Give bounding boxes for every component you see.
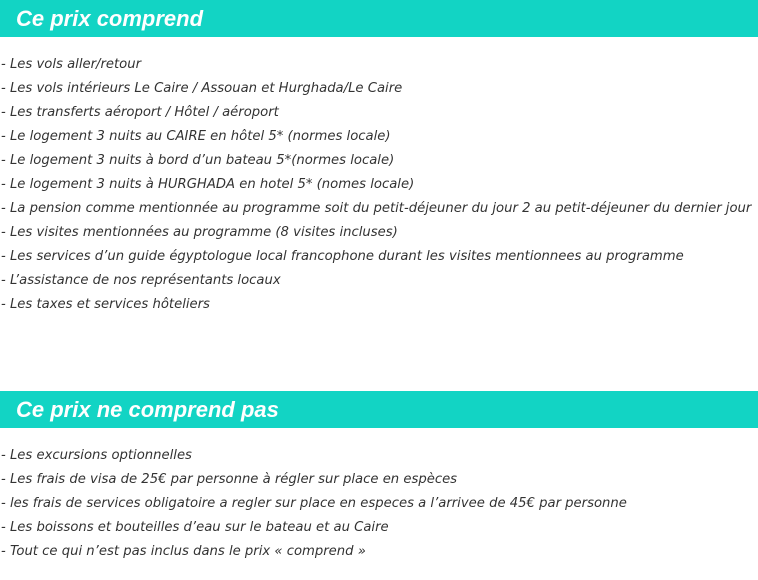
included-items-list [0, 53, 758, 317]
list-item: - Tout ce qui n’est pas inclus dans le prix « comprend » [1, 544, 366, 559]
list-item: - La pension comme mentionnée au programme soit du petit-déjeuner du jour 2 au petit-déjeuner du dernier jour [1, 201, 752, 216]
list-item: - Les excursions optionnelles [1, 448, 192, 463]
list-item: - Les frais de visa de 25€ par personne à régler sur place en espèces [1, 472, 458, 487]
excluded-section-title: Ce prix ne comprend pas [0, 391, 758, 428]
list-item: - L’assistance de nos représentants locaux [1, 273, 281, 288]
list-item: - Le logement 3 nuits à HURGHADA en hotel 5* (nomes locale) [1, 177, 415, 192]
list-item: - Les boissons et bouteilles d’eau sur le bateau et au Caire [1, 520, 389, 535]
list-item: - Les transferts aéroport / Hôtel / aéroport [1, 105, 279, 120]
list-item: - Le logement 3 nuits à bord d’un bateau 5*(normes locale) [1, 153, 395, 168]
list-item: - Les visites mentionnées au programme (8 visites incluses) [1, 225, 398, 240]
list-item: - Les vols aller/retour [1, 57, 142, 72]
list-item: - Les vols intérieurs Le Caire / Assouan et Hurghada/Le Caire [1, 81, 403, 96]
included-section-title: Ce prix comprend [0, 0, 758, 37]
list-item: - les frais de services obligatoire a regler sur place en especes a l’arrivee de 45€ par personne [1, 496, 627, 511]
excluded-items-list [0, 444, 758, 564]
list-item: - Les taxes et services hôteliers [1, 297, 210, 312]
list-item: - Le logement 3 nuits au CAIRE en hôtel 5* (normes locale) [1, 129, 391, 144]
list-item: - Les services d’un guide égyptologue local francophone durant les visites mentionnees au programme [1, 249, 684, 264]
